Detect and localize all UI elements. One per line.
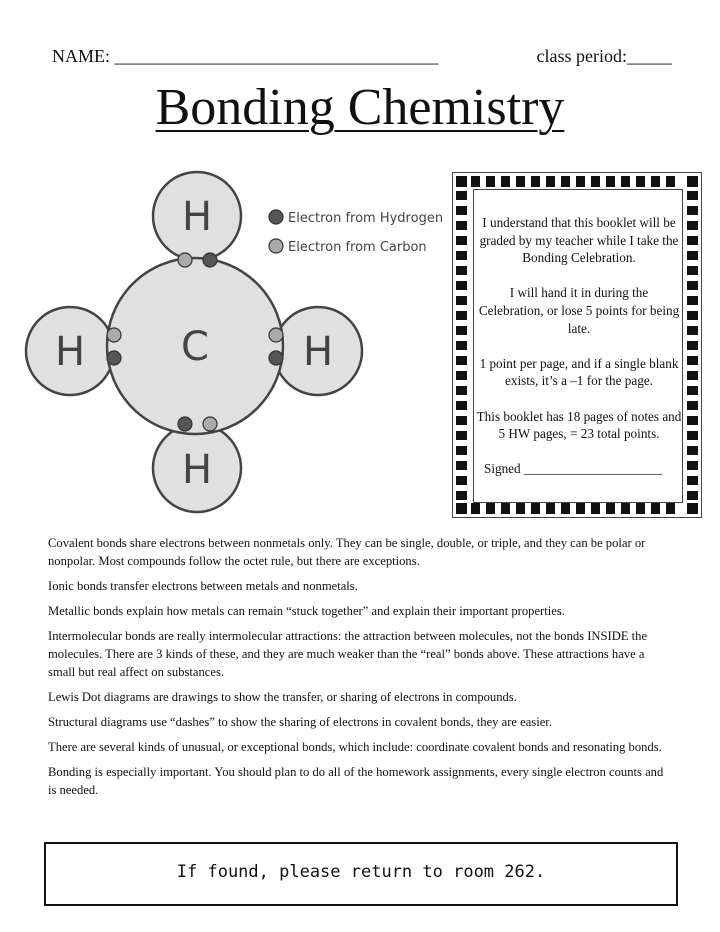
border-segment [651,176,660,187]
border-segment [621,503,630,514]
border-segment [687,476,698,485]
border-segment [636,176,645,187]
border-segment [456,416,467,425]
border-segment [456,236,467,245]
carbon-electron-top [178,253,192,267]
border-segment [456,446,467,455]
border-segment [471,176,480,187]
legend-hydrogen-swatch [269,210,283,224]
border-segment [456,371,467,380]
notice-deadline-text: I will hand it in during the Celebration, or lose 5 points for being late. [478,285,680,336]
border-segment [456,281,467,290]
border-segment [687,296,698,305]
border-segment [501,176,510,187]
border-segment [456,503,467,514]
border-segment [687,503,698,514]
border-segment [456,191,467,200]
border-segment [516,176,525,187]
border-segment [456,251,467,260]
border-segment [576,176,585,187]
border-segment [687,191,698,200]
border-segment [606,176,615,187]
border-segment [591,503,600,514]
border-segment [666,503,675,514]
border-segment [687,251,698,260]
legend-carbon-swatch [269,239,283,253]
border-segment [546,503,555,514]
border-segment [687,311,698,320]
hydrogen-symbol-right: H [302,329,334,375]
name-field-label: NAME: ____________________________________ [52,46,439,66]
border-segment [687,266,698,275]
border-segment [621,176,630,187]
border-segment [606,503,615,514]
border-segment [456,206,467,215]
border-segment [501,503,510,514]
booklet-notice-box [452,172,702,518]
carbon-symbol: C [181,324,209,370]
border-segment [456,476,467,485]
border-segment [456,326,467,335]
border-segment [516,503,525,514]
border-segment [687,446,698,455]
hydrogen-symbol-left: H [54,329,86,375]
border-segment [486,503,495,514]
border-segment [687,326,698,335]
border-segment [591,176,600,187]
border-segment [666,176,675,187]
border-segment [687,401,698,410]
carbon-electron-right [269,328,283,342]
border-segment [561,503,570,514]
border-segment [687,386,698,395]
border-segment [687,206,698,215]
border-segment [687,236,698,245]
border-segment [687,221,698,230]
hydrogen-electron-right [269,351,283,365]
hydrogen-electron-left [107,351,121,365]
notice-text [476,214,682,496]
lost-and-found-box [44,842,678,906]
paragraph-covalent: Covalent bonds share electrons between nonmetals only. They can be single, double, or triple, and they can be polar or nonpolar. Most compounds follow the octet rule, but there are exceptions. [48,536,646,568]
notice-points-text: 1 point per page, and if a single blank exists, it’s a –1 for the page. [479,355,679,389]
border-segment [456,386,467,395]
border-segment [531,176,540,187]
border-segment [456,491,467,500]
border-segment [546,176,555,187]
border-segment [456,221,467,230]
hydrogen-symbol-top: H [181,194,213,240]
methane-bonding-diagram [20,168,450,518]
border-segment [687,491,698,500]
hydrogen-symbol-bottom: H [181,447,213,493]
border-segment [687,341,698,350]
border-segment [456,341,467,350]
border-segment [456,461,467,470]
paragraph-metallic: Metallic bonds explain how metals can remain “stuck together” and explain their important properties. [48,604,565,618]
legend-carbon-label: Electron from Carbon [288,240,427,255]
notice-total-text: This booklet has 18 pages of notes and 5 HW pages, = 23 total points. [476,408,682,442]
paragraph-intermolecular: Intermolecular bonds are really intermolecular attractions: the attraction between molecules, not the bonds INSIDE the molecules. There are 3 kinds of these, and they are much weaker than the “real” bonds above. These attractions have a small but real affect on substances. [48,629,648,679]
border-segment [456,266,467,275]
class-period-field-label: class period:_____ [536,46,672,66]
border-segment [456,311,467,320]
carbon-electron-left [107,328,121,342]
border-segment [471,503,480,514]
return-instructions: If found, please return to room 262. [176,862,546,882]
border-segment [456,296,467,305]
notice-grading-text: I understand that this booklet will be graded by my teacher while I take the Bonding Celebration. [479,215,679,266]
border-segment [486,176,495,187]
paragraph-ionic: Ionic bonds transfer electrons between metals and nonmetals. [48,579,358,593]
border-segment [456,431,467,440]
paragraph-importance: Bonding is especially important. You should plan to do all of the homework assignments, every single electron counts and is needed. [48,765,664,797]
paragraph-unusual-bonds: There are several kinds of unusual, or exceptional bonds, which include: coordinate covalent bonds and resonating bonds. [48,740,662,754]
carbon-electron-bottom [203,417,217,431]
border-segment [456,401,467,410]
border-segment [561,176,570,187]
border-segment [687,431,698,440]
page-title: Bonding Chemistry [155,79,565,136]
border-segment [531,503,540,514]
border-segment [456,176,467,187]
border-segment [456,356,467,365]
signature-line: Signed _____________________ [484,461,663,477]
legend-hydrogen-label: Electron from Hydrogen [288,211,444,226]
border-segment [687,416,698,425]
notice-inner-panel [473,189,683,503]
paragraph-structural: Structural diagrams use “dashes” to show the sharing of electrons in covalent bonds, they are easier. [48,715,552,729]
hydrogen-electron-top [203,253,217,267]
border-segment [687,356,698,365]
border-segment [636,503,645,514]
border-segment [687,281,698,290]
border-segment [687,461,698,470]
border-segment [687,371,698,380]
hydrogen-electron-bottom [178,417,192,431]
border-segment [687,176,698,187]
bonding-overview-text [48,534,668,806]
border-segment [651,503,660,514]
paragraph-lewis-dot: Lewis Dot diagrams are drawings to show the transfer, or sharing of electrons in compounds. [48,690,517,704]
border-segment [576,503,585,514]
